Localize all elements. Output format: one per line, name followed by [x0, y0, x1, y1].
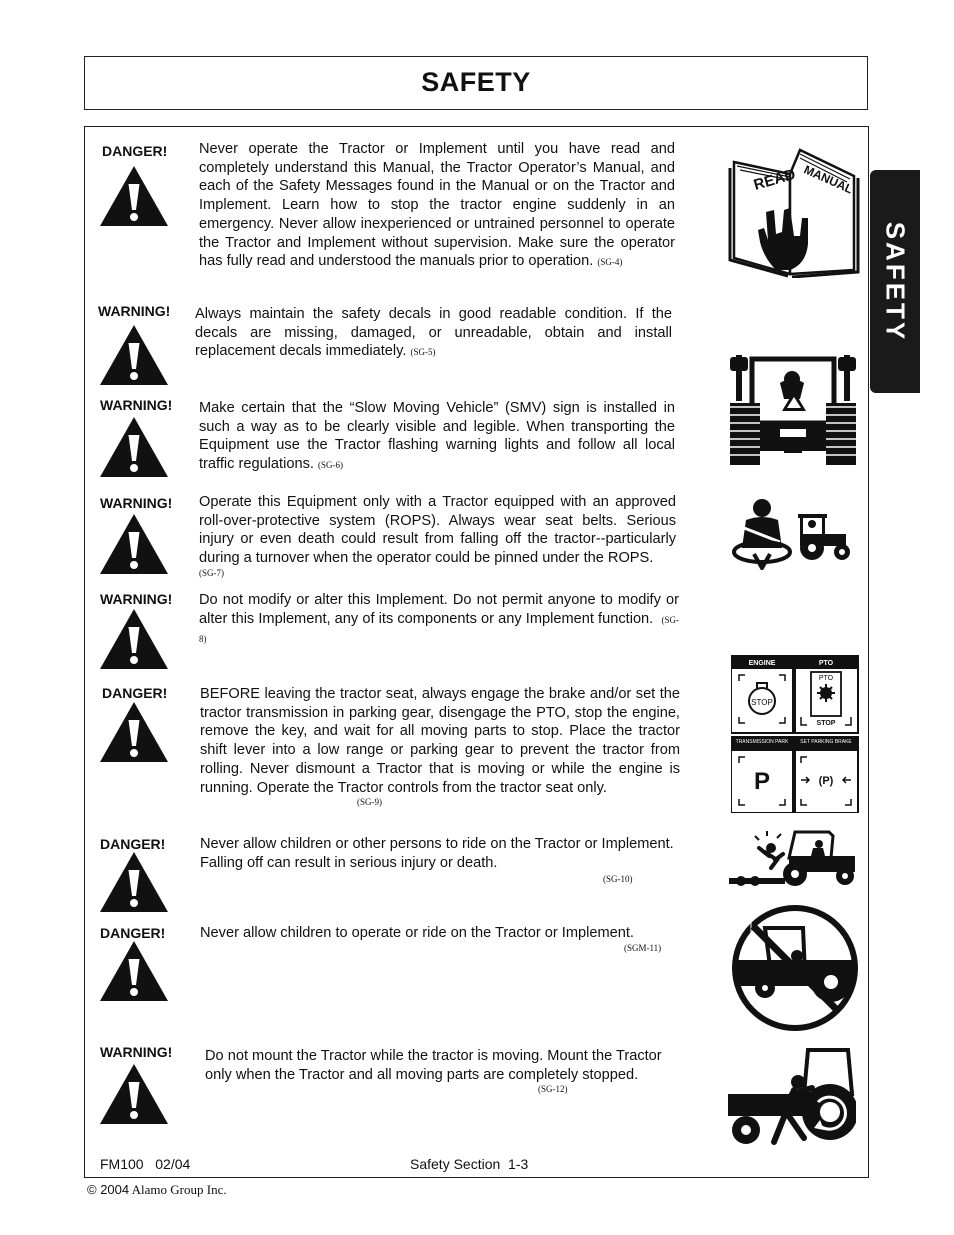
signal-word: WARNING! — [100, 397, 173, 413]
hazard-triangle-icon — [98, 1062, 170, 1126]
message-code: (SG-12) — [538, 1084, 568, 1094]
safety-message-text: Never allow children to operate or ride on the Tractor or Implement. — [200, 925, 634, 941]
no-riders-illustration — [729, 826, 857, 888]
no-children-operating-illustration — [731, 904, 859, 1032]
section-tab-label: SAFETY — [880, 221, 911, 343]
signal-word: WARNING! — [100, 495, 173, 511]
seatbelt-rops-illustration — [728, 498, 854, 570]
message-code: (SG-4) — [597, 257, 623, 268]
message-code: (SG-6) — [317, 460, 343, 471]
safety-message-text: Do not mount the Tractor while the tractor is moving. Mount the Tractor only when the Tractor and all moving parts are completely stopped. — [205, 1048, 662, 1083]
footer-manual-id: FM100 02/04 — [100, 1156, 191, 1172]
tractor-controls-illustration — [731, 655, 859, 813]
hazard-triangle-icon — [98, 939, 170, 1003]
message-code: (SG-7) — [199, 568, 224, 578]
message-code: (SG-10) — [603, 874, 633, 884]
safety-message-text: Operate this Equipment only with a Tractor equipped with an approved roll-over-protective system (ROPS). Always wear seat belts. Serious injury or even death could result from falling off the tractor--particularly during a turnover when the operator could be pinned under the ROPS. — [199, 494, 676, 567]
engine-stop-label: STOP — [751, 698, 773, 707]
signal-word: DANGER! — [100, 925, 166, 941]
pto-label: PTO — [818, 660, 834, 667]
safety-message-text: Never operate the Tractor or Implement until you have read and completely understand this Manual, the Tractor Operator’s Manual, and each of the Safety Messages found in the Manual or on the Tractor and Implement. Learn how to stop the tractor engine suddenly in an emergency. Never allow inexperienced or untrained personnel to operate the Tractor and Implement without supervision. Make sure the operator has fully read and understood the manuals prior to operation. (SG-4) — [199, 141, 675, 270]
safety-message-text: Make certain that the “Slow Moving Vehicle” (SMV) sign is installed in such a way as to be clearly visible and legible. When transporting the Equipment use the Tractor flashing warning lights and follow all local traffic regulations. (SG-6) — [199, 400, 675, 473]
hazard-triangle-icon — [98, 850, 170, 914]
page-title: SAFETY — [421, 67, 531, 97]
message-code: (SG-9) — [357, 797, 382, 807]
header-box — [84, 56, 868, 110]
copyright-year: © 2004 — [87, 1182, 130, 1197]
hazard-triangle-icon — [98, 607, 170, 671]
signal-word: DANGER! — [100, 836, 166, 852]
message-code: (SG-8) — [199, 614, 680, 645]
pto-inner-label: PTO — [818, 675, 834, 682]
signal-word: WARNING! — [100, 591, 173, 607]
parking-brake-label: SET PARKING BRAKE — [800, 739, 852, 745]
safety-message-text: Always maintain the safety decals in good readable condition. If the decals are missing, damaged, or unreadable, obtain and install replacement decals immediately. (SG-5) — [195, 306, 672, 360]
signal-word: WARNING! — [100, 1044, 173, 1060]
hazard-triangle-icon — [98, 700, 170, 764]
copyright-owner: Alamo Group Inc. — [129, 1182, 227, 1197]
no-mount-moving-illustration — [728, 1046, 856, 1146]
signal-word: DANGER! — [102, 685, 168, 701]
hazard-triangle-icon — [98, 415, 170, 479]
smv-tractor-illustration — [730, 355, 856, 465]
footer-page-number: Safety Section 1-3 — [410, 1156, 529, 1172]
transmission-park-label: TRANSMISSION PARK — [735, 739, 789, 745]
engine-label: ENGINE — [748, 660, 776, 667]
hazard-triangle-icon — [98, 323, 170, 387]
brake-symbol: (P) — [818, 775, 834, 787]
hazard-triangle-icon — [98, 512, 170, 576]
copyright — [87, 1182, 227, 1198]
hazard-triangle-icon — [98, 164, 170, 228]
message-code: (SGM-11) — [624, 943, 662, 953]
park-letter: P — [753, 768, 771, 795]
signal-word: DANGER! — [102, 143, 168, 159]
message-code: (SG-5) — [410, 347, 436, 358]
safety-message-text: Do not modify or alter this Implement. Do not permit anyone to modify or alter this Implement, any of its components or any Implement function. (SG-8) — [199, 592, 680, 645]
manual-word: MANUAL — [801, 162, 855, 197]
signal-word: WARNING! — [98, 303, 171, 319]
read-manual-illustration — [728, 148, 860, 278]
safety-message-text: Never allow children or other persons to ride on the Tractor or Implement. Falling off can result in serious injury or death. — [200, 836, 674, 871]
read-word: READ — [751, 165, 798, 194]
safety-message-text: BEFORE leaving the tractor seat, always engage the brake and/or set the tractor transmission in parking gear, disengage the PTO, stop the engine, remove the key, and wait for all moving parts to stop. Place the tractor shift lever into a low range or parking gear to prevent the tractor from rolling. Never dismount a Tractor that is moving or while the engine is running. Operate the Tractor controls from the tractor seat only. — [200, 686, 680, 796]
section-tab[interactable] — [870, 170, 920, 393]
pto-stop-label: STOP — [816, 720, 836, 727]
